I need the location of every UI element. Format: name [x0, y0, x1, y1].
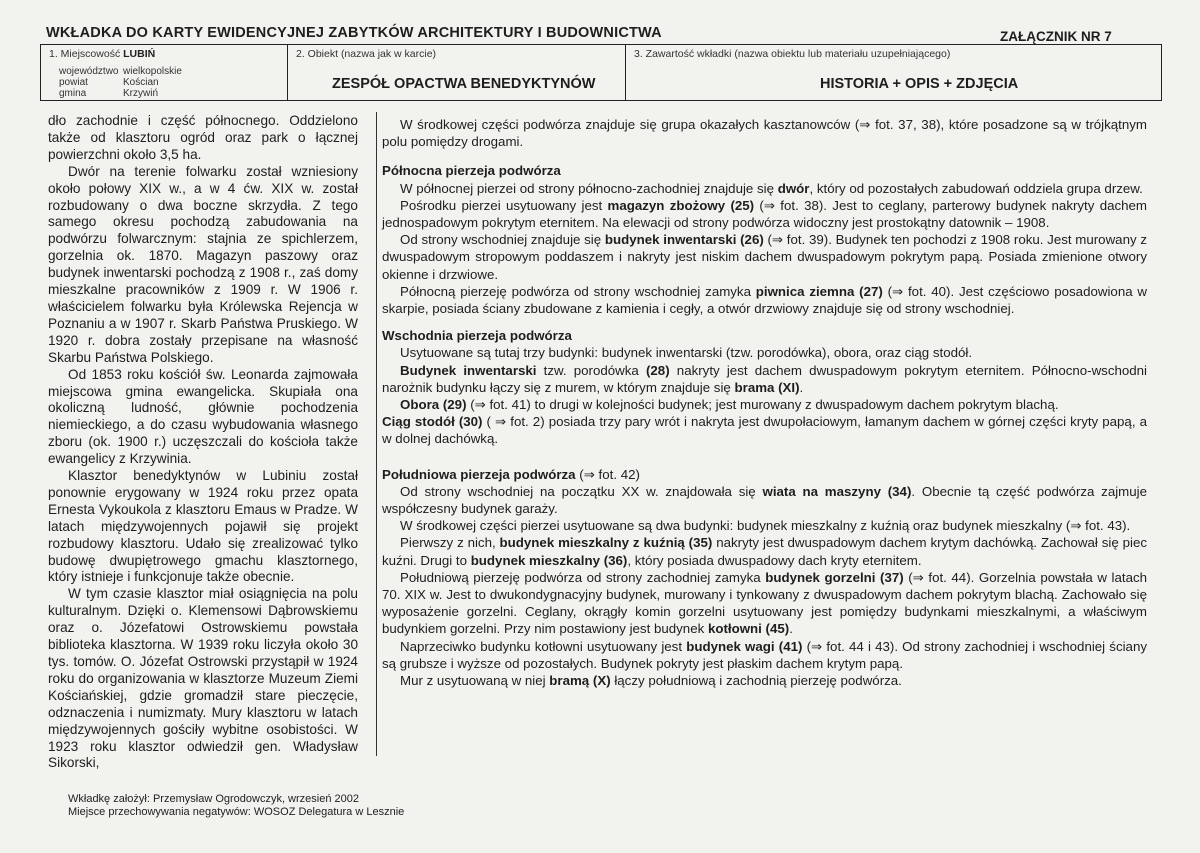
location-row: województwo wielkopolskie	[59, 66, 182, 77]
paragraph: Mur z usytuowaną w niej bramą (X) łączy południową i zachodnią pierzeję podwórza.	[400, 673, 902, 689]
paragraph: Pośrodku pierzei usytuowany jest magazyn zbożowy (25) (⇒ fot. 38). Jest to ceglany, parterowy budynek nakryty dachem jednospadowym pokrytym eternitem. Na elewacji od strony podwórza widoczny jest prostokątny datownik – 1908.	[382, 197, 1148, 231]
paragraph: W środkowej części pierzei usytuowane są dwa budynki: budynek mieszkalny z kuźnią oraz budynek mieszkalny (⇒ fot. 43).	[400, 518, 1131, 534]
east-section	[382, 327, 1147, 447]
paragraph: Budynek inwentarski tzw. porodówka (28) nakryty jest dachem dwuspadowym pokrytym eternitem. Północno-wschodni narożnik budynku łączy się z murem, w którym znajduje się brama (XI).	[382, 362, 1148, 395]
paragraph: Naprzeciwko budynku kotłowni usytuowany jest budynek wagi (41) (⇒ fot. 44 i 43). Od strony zachodniej i wschodniej ściany są grubsze i wyższe od pozostałych. Budynek pokryty jest płaskim dachem krytym papą.	[382, 638, 1147, 671]
object-name: ZESPÓŁ OPACTWA BENEDYKTYNÓW	[332, 76, 596, 92]
paragraph: W tym czasie klasztor miał osiągnięcia na polu kulturalnym. Dzięki o. Klemensowi Dąbrowskiemu oraz o. Józefatowi Ostrowskiemu powstała biblioteka klasztorna. W 1939 roku liczyła około 30 tys. tomów. O. Józefat Ostrowski przystąpił w 1924 roku do organizowania w klasztorze Muzeum Ziemi Kościańskiej, gdzie gromadził stare pieczęcie, odznaczenia i numizmaty. Mury klasztoru w latach międzywojennych gościły wybitne osobistości. W 1923 roku klasztor odwiedził gen. Władysław Sikorski,	[48, 586, 358, 771]
paragraph: Obora (29) (⇒ fot. 41) to drugi w kolejności budynek; jest murowany z dwuspadowym dachem pokrytym blachą.	[400, 397, 1059, 413]
paragraph: Dwór na terenie folwarku został wzniesiony około połowy XIX w., a w 4 ćw. XIX w. został rozbudowany o dwa boczne skrzydła. Z tego samego okresu pochodzą zabudowania na podwórzu folwarcznym: stajnia ze spichlerzem, gorzelnia ok. 1870. Magazyn paszowy oraz budynek inwentarski pochodzą z 1908 r., zaś domy mieszkalne pracowników z 1909 r. W 1906 r. właścicielem folwarku była Królewska Rejencja w Poznaniu a w 1907 r. Skarb Państwa Pruskiego. W 1920 r. dobra zostały przepisane na własność Skarbu Państwa Polskiego.	[48, 163, 358, 365]
paragraph: Pierwszy z nich, budynek mieszkalny z kuźnią (35) nakryty jest dwuspadowym dachem krytym dachówką. Zachował się piec kuźni. Drugi to budynek mieszkalny (36), który posiada dwuspadowy dach kryty eternitem.	[382, 535, 1147, 568]
section-heading: Południowa pierzeja podwórza (⇒ fot. 42)	[382, 466, 640, 482]
history-column	[48, 113, 358, 772]
locality-value: LUBIŃ	[123, 48, 156, 60]
location-row: powiat Kościan	[59, 77, 159, 88]
content-cell	[626, 45, 1161, 100]
paragraph: Północną pierzeję podwórza od strony wschodniej zamyka piwnica ziemna (27) (⇒ fot. 40). Jest częściowo posadowiona w skarpie, posiada ściany zbudowane z kamienia i cegły, a otwór drzwiowy znajduje się od strony wschodniej.	[382, 283, 1147, 317]
location-details	[59, 66, 182, 99]
location-row: gmina Krzywiń	[59, 88, 159, 99]
footer	[68, 793, 404, 819]
description-column	[382, 116, 1147, 689]
content-value: HISTORIA + OPIS + ZDJĘCIA	[820, 76, 1019, 92]
north-section	[382, 162, 1147, 317]
document-title: WKŁADKA DO KARTY EWIDENCYJNEJ ZABYTKÓW ARCHITEKTURY I BUDOWNICTWA	[46, 25, 662, 41]
paragraph: dło zachodnie i część północnego. Oddzielono także od klasztoru ogród oraz park o łącznej powierzchni około 3,5 ha.	[48, 113, 358, 162]
paragraph: Od 1853 roku kościół św. Leonarda zajmowała miejscowa gmina ewangelicka. Skupiała ona okoliczną ludność, głównie pochodzenia niemieckiego, a do czasu wybudowania własnego zboru (ok. 1900 r.) uczęszczali do kościoła także ewangelicy z Krzywinia.	[48, 366, 358, 467]
section-heading: Wschodnia pierzeja podwórza	[382, 328, 572, 344]
paragraph: Klasztor benedyktynów w Lubiniu został ponownie erygowany w 1924 roku przez opata Ernesta Vykoukola z klasztoru Emaus w Pradze. W latach międzywojennych pojawił się projekt rozbudowy klasztoru. Udało się zrealizować tylko budowę dwupiętrowego gmachu klasztornego, który istnieje i funkcjonuje także obecnie.	[48, 468, 358, 585]
locality-label: 1. Miejscowość LUBIŃ	[49, 48, 156, 60]
content-label: 3. Zawartość wkładki (nazwa obiektu lub materiału uzupełniającego)	[634, 48, 951, 60]
locality-cell	[41, 45, 288, 100]
paragraph: Ciąg stodół (30) ( ⇒ fot. 2) posiada trzy pary wrót i nakryta jest dwupołaciowym, łamanym dachem w górnej części kryty papą, a w dolnej dachówką.	[382, 414, 1147, 447]
paragraph: Od strony wschodniej znajduje się budynek inwentarski (26) (⇒ fot. 39). Budynek ten pochodzi z 1908 roku. Jest murowany z dwuspadowym stropowym poddaszem i nakryty jest niskim dachem dwuspadowym pokrytym papą. Posiada zmienione otwory okienne i drzwiowe.	[382, 232, 1147, 282]
column-divider	[376, 112, 377, 756]
object-cell	[288, 45, 626, 100]
paragraph: Usytuowane są tutaj trzy budynki: budynek inwentarski (tzw. porodówka), obora, oraz ciąg stodół.	[400, 345, 973, 361]
south-section	[382, 466, 1147, 690]
annex-number: ZAŁĄCZNIK NR 7	[1000, 29, 1112, 44]
section-heading: Północna pierzeja podwórza	[382, 163, 561, 179]
header-table	[40, 44, 1162, 101]
paragraph: Od strony wschodniej na początku XX w. znajdowała się wiata na maszyny (34). Obecnie tą część podwórza zajmuje współczesny budynek garaży.	[382, 483, 1147, 517]
intro-paragraph: W środkowej części podwórza znajduje się grupa okazałych kasztanowców (⇒ fot. 37, 38), które posadzone są w trójkątnym polu pomiędzy drogami.	[382, 117, 1147, 150]
object-label: 2. Obiekt (nazwa jak w karcie)	[296, 48, 437, 60]
storage-line: Miejsce przechowywania negatywów: WOSOZ Delegatura w Lesznie	[68, 806, 405, 818]
paragraph: Południową pierzeję podwórza od strony zachodniej zamyka budynek gorzelni (37) (⇒ fot. 44). Gorzelnia powstała w latach 70. XIX w. Jest to dwukondygnacyjny budynek, murowany i tynkowany z dwuspadowym dachem pokrytym blachą. Zachowało się wyposażenie gorzelni. Ceglany, okrągły komin gorzelni usytuowany jest pomiędzy budynkami mieszkalnymi, a właściwym budynkiem gorzelni. Przy nim postawiony jest budynek kotłowni (45).	[382, 569, 1148, 637]
paragraph: W północnej pierzei od strony północno-zachodniej znajduje się dwór, który od pozostałych zabudowań oddziela grupa drzew.	[400, 180, 1143, 196]
author-line: Wkładkę założył: Przemysław Ogrodowczyk, wrzesień 2002	[68, 793, 359, 805]
